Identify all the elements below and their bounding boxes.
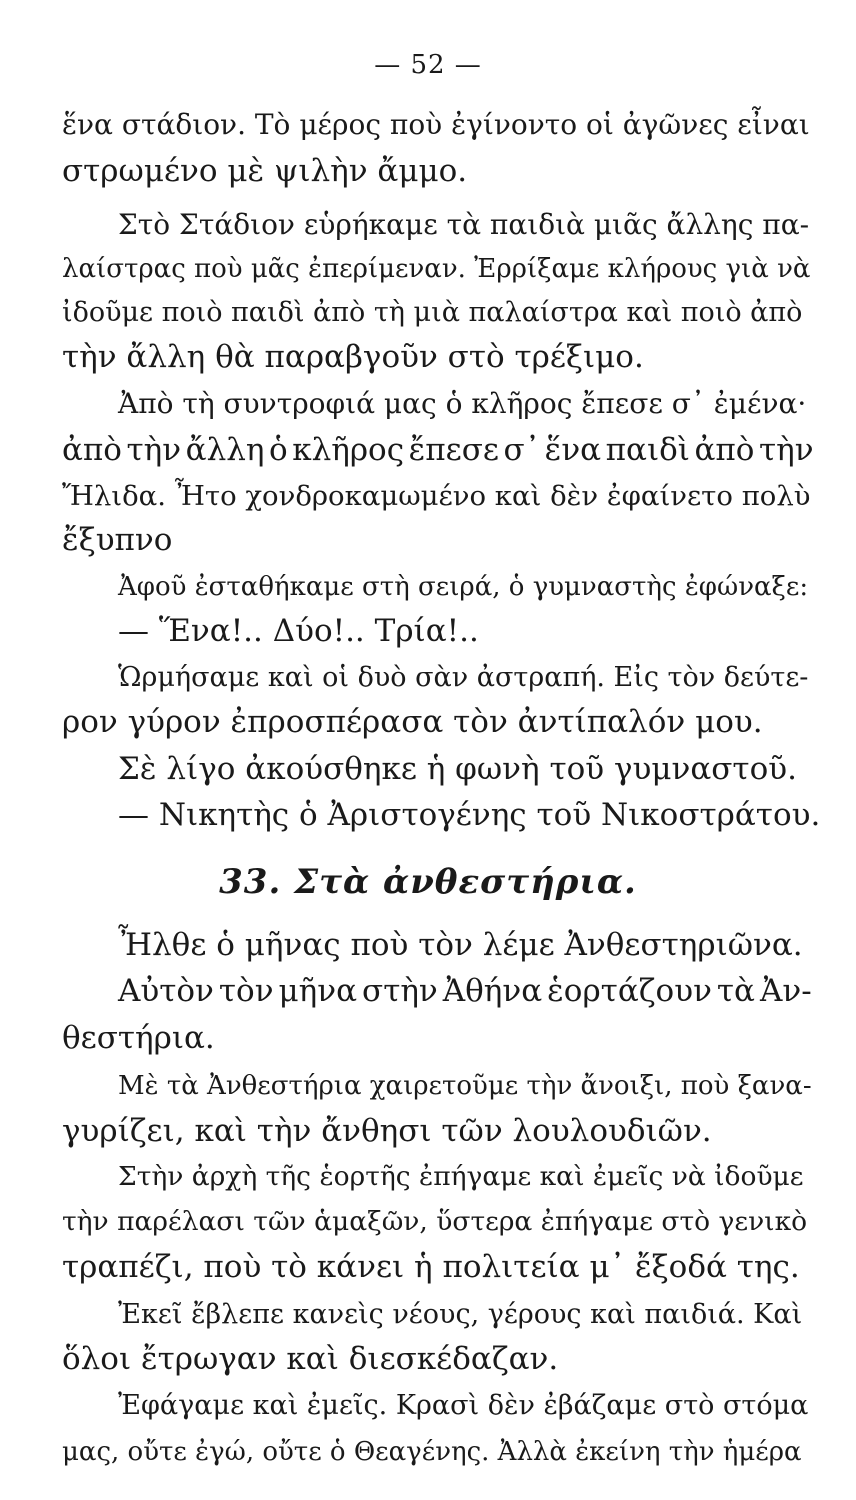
text-line: μας, οὔτε ἐγώ, οὔτε ὁ Θεαγένης. Ἀλλὰ ἐκείνη τὴν ἡμέρα bbox=[62, 1437, 802, 1467]
text-line: ἕνα στάδιον. Τὸ μέρος ποὺ ἐγίνοντο οἱ ἀγῶνες εἶναι bbox=[62, 108, 810, 141]
text-line: ὅλοι ἔτρωγαν καὶ διεσκέδαζαν. bbox=[62, 1341, 559, 1377]
text-line: Ἀπὸ τὴ συντροφιά μας ὁ κλῆρος ἔπεσε σ᾽ ἐμένα· bbox=[118, 387, 807, 420]
section-heading: 33. Στὰ ἀνθεστήρια. bbox=[219, 862, 637, 902]
text-line: — Ἕνα!.. Δύο!.. Τρία!.. bbox=[118, 613, 479, 649]
text-line: ρον γύρον ἐπροσπέρασα τὸν ἀντίπαλόν μου. bbox=[62, 704, 763, 740]
text-line: θεστήρια. bbox=[62, 1020, 215, 1056]
text-line: Στὸ Στάδιον εὑρήκαμε τὰ παιδιὰ μιᾶς ἄλλης πα- bbox=[118, 208, 810, 241]
text-line: τὴν ἄλλη θὰ παραβγοῦν στὸ τρέξιμο. bbox=[62, 339, 644, 375]
text-line: Ἤλιδα. Ἦτο χονδροκαμωμένο καὶ δὲν ἐφαίνετο πολὺ bbox=[62, 480, 811, 512]
text-line: στρωμένο μὲ ψιλὴν ἄμμο. bbox=[62, 153, 468, 189]
text-line: ἀπὸ τὴν ἄλλη ὁ κλῆρος ἔπεσε σ᾽ ἕνα παιδὶ ἀπὸ τὴν bbox=[62, 432, 814, 468]
text-line: Μὲ τὰ Ἀνθεστήρια χαιρετοῦμε τὴν ἄνοιξι, ποὺ ξανα- bbox=[118, 1071, 812, 1101]
text-line: Στὴν ἀρχὴ τῆς ἑορτῆς ἐπήγαμε καὶ ἐμεῖς νὰ ἰδοῦμε bbox=[118, 1161, 804, 1192]
text-line: Αὐτὸν τὸν μῆνα στὴν Ἀθήνα ἑορτάζουν τὰ Ἀν- bbox=[118, 973, 812, 1009]
text-line: Ἦλθε ὁ μῆνας ποὺ τὸν λέμε Ἀνθεστηριῶνα. bbox=[118, 927, 803, 963]
text-line: Ἐφάγαμε καὶ ἐμεῖς. Κρασὶ δὲν ἐβάζαμε στὸ στόμα bbox=[118, 1390, 809, 1421]
text-line: Σὲ λίγο ἀκούσθηκε ἡ φωνὴ τοῦ γυμναστοῦ. bbox=[118, 751, 797, 787]
page-number: — 52 — bbox=[374, 50, 482, 80]
text-line: ἔξυπνο bbox=[62, 522, 173, 558]
text-line: Ἐκεῖ ἔβλεπε κανεὶς νέους, γέρους καὶ παιδιά. Καὶ bbox=[118, 1299, 803, 1330]
text-line: Ἀφοῦ ἐσταθήκαμε στὴ σειρά, ὁ γυμναστὴς ἐφώναξε: bbox=[118, 572, 809, 602]
text-line: λαίστρας ποὺ μᾶς ἐπερίμεναν. Ἐρρίξαμε κλήρους γιὰ νὰ bbox=[62, 254, 811, 284]
text-line: γυρίζει, καὶ τὴν ἄνθησι τῶν λουλουδιῶν. bbox=[62, 1113, 712, 1149]
text-line: — Νικητὴς ὁ Ἀριστογένης τοῦ Νικοστράτου. bbox=[118, 797, 821, 833]
text-line: τραπέζι, ποὺ τὸ κάνει ἡ πολιτεία μ᾽ ἔξοδά της. bbox=[62, 1249, 800, 1285]
text-line: ἰδοῦμε ποιὸ παιδὶ ἀπὸ τὴ μιὰ παλαίστρα καὶ ποιὸ ἀπὸ bbox=[62, 297, 803, 328]
text-line: Ὡρμήσαμε καὶ οἱ δυὸ σὰν ἀστραπή. Εἰς τὸν δεύτε- bbox=[118, 662, 809, 693]
text-line: τὴν παρέλασι τῶν ἁμαξῶν, ὕστερα ἐπήγαμε στὸ γενικὸ bbox=[62, 1206, 808, 1237]
